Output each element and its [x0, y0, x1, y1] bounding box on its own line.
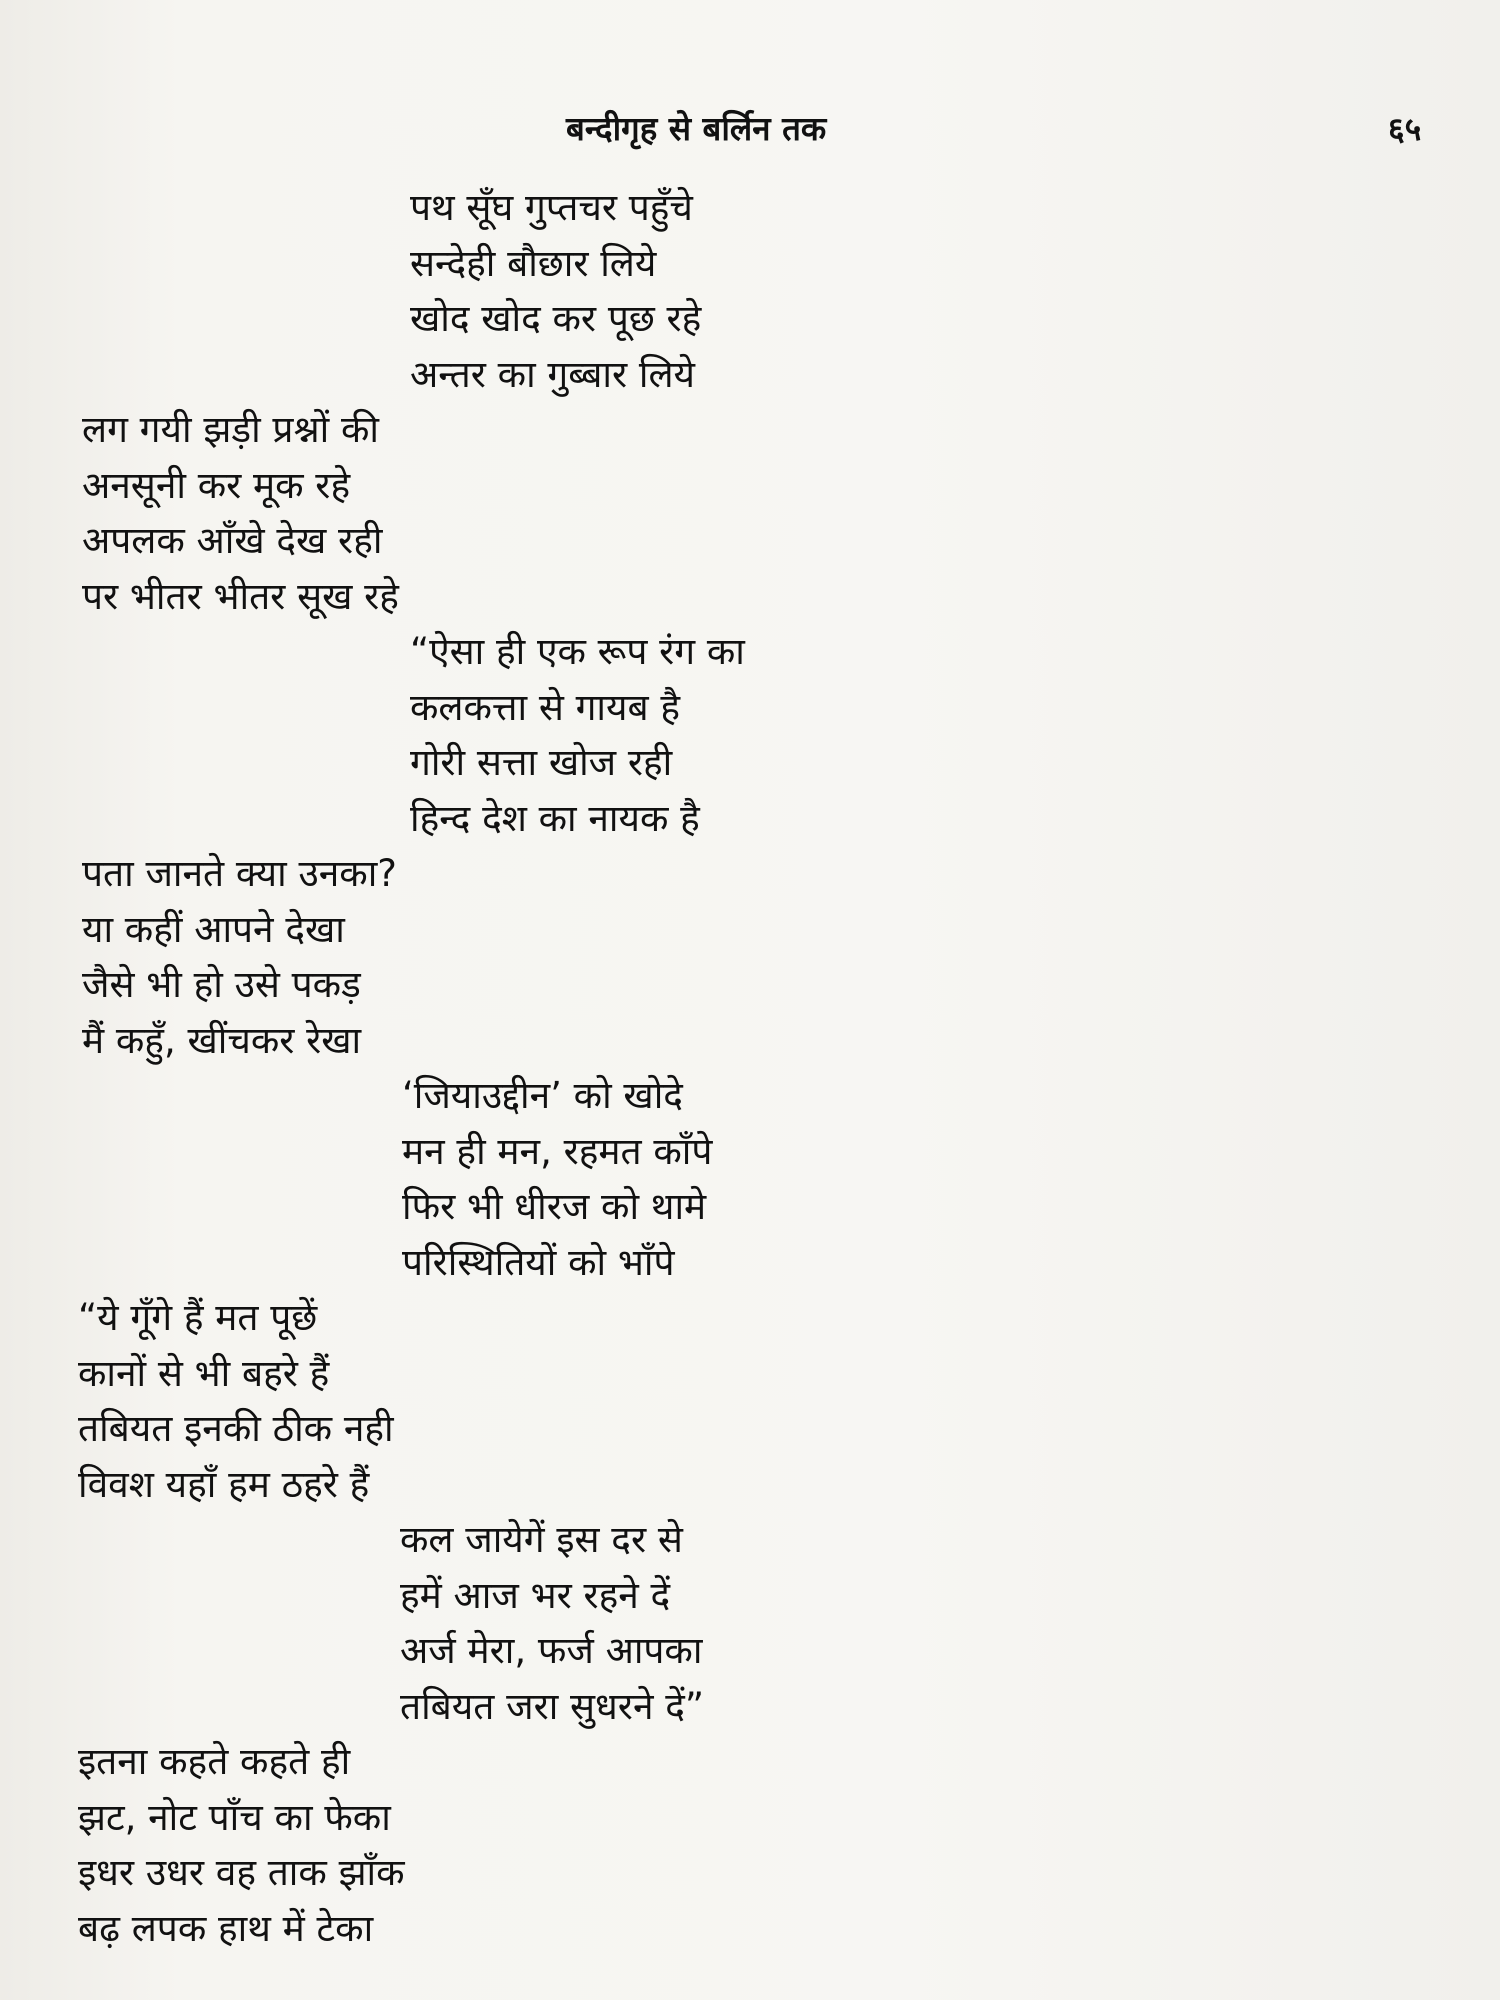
stanza-5 [0, 1068, 1500, 1290]
poem-line: तबियत जरा सुधरने दें” [400, 1684, 705, 1728]
poem-line: विवश यहाँ हम ठहरे हैं [78, 1462, 370, 1506]
poem-line: मैं कहुँ, खींचकर रेखा [82, 1018, 362, 1062]
poem-line: सन्देही बौछार लिये [410, 241, 657, 285]
poem-line: कल जायेगें इस दर से [400, 1518, 683, 1561]
poem-line: कलकत्ता से गायब है [410, 685, 681, 729]
poem-line: हिन्द देश का नायक है [410, 796, 700, 840]
poem-line: मन ही मन, रहमत काँपे [402, 1129, 713, 1173]
poem-line: ‘जियाउद्दीन’ को खोदे [402, 1074, 683, 1117]
poem-line: अर्ज मेरा, फर्ज आपका [400, 1629, 703, 1672]
poem-line: अनसूनी कर मूक रहे [82, 463, 351, 507]
stanza-1 [0, 180, 1500, 402]
poem-line: बढ़ लपक हाथ में टेका [78, 1906, 374, 1950]
stanza-6 [0, 1290, 1500, 1512]
poem-line: जैसे भी हो उसे पकड़ [82, 963, 361, 1006]
poem-line: गोरी सत्ता खोज रही [410, 741, 673, 784]
running-title: बन्दीगृह से बर्लिन तक [566, 109, 827, 148]
poem-line: परिस्थितियों को भाँपे [402, 1240, 675, 1284]
stanza-3 [0, 624, 1500, 846]
poem-line: पथ सूँघ गुप्तचर पहुँचे [410, 186, 693, 229]
poem-line: इतना कहते कहते ही [78, 1740, 351, 1783]
stanza-4 [0, 846, 1500, 1068]
stanza-7 [0, 1512, 1500, 1734]
poem-line: अपलक आँखे देख रही [82, 519, 383, 562]
poem-line: या कहीं आपने देखा [82, 907, 345, 951]
stanza-2 [0, 402, 1500, 624]
poem-line: अन्तर का गुब्बार लिये [410, 352, 695, 396]
stanza-8 [0, 1734, 1500, 1956]
poem-line: खोद खोद कर पूछ रहे [410, 297, 702, 340]
poem-line: “ऐसा ही एक रूप रंग का [410, 630, 745, 673]
poem [0, 180, 1500, 1956]
poem-line: हमें आज भर रहने दें [400, 1573, 671, 1617]
poem-line: फिर भी धीरज को थामे [402, 1185, 707, 1228]
poem-line: तबियत इनकी ठीक नही [78, 1407, 394, 1450]
running-header [0, 104, 1500, 154]
poem-line: कानों से भी बहरे हैं [78, 1351, 330, 1395]
page-number: ६५ [1388, 110, 1422, 148]
poem-line: लग गयी झड़ी प्रश्नों की [82, 408, 379, 451]
poem-line: इधर उधर वह ताक झाँक [78, 1851, 405, 1894]
poem-line: “ये गूँगे हैं मत पूछें [78, 1296, 318, 1339]
poem-line: पर भीतर भीतर सूख रहे [82, 574, 399, 618]
poem-line: झट, नोट पाँच का फेका [78, 1795, 391, 1839]
poem-line: पता जानते क्या उनका? [82, 852, 397, 895]
